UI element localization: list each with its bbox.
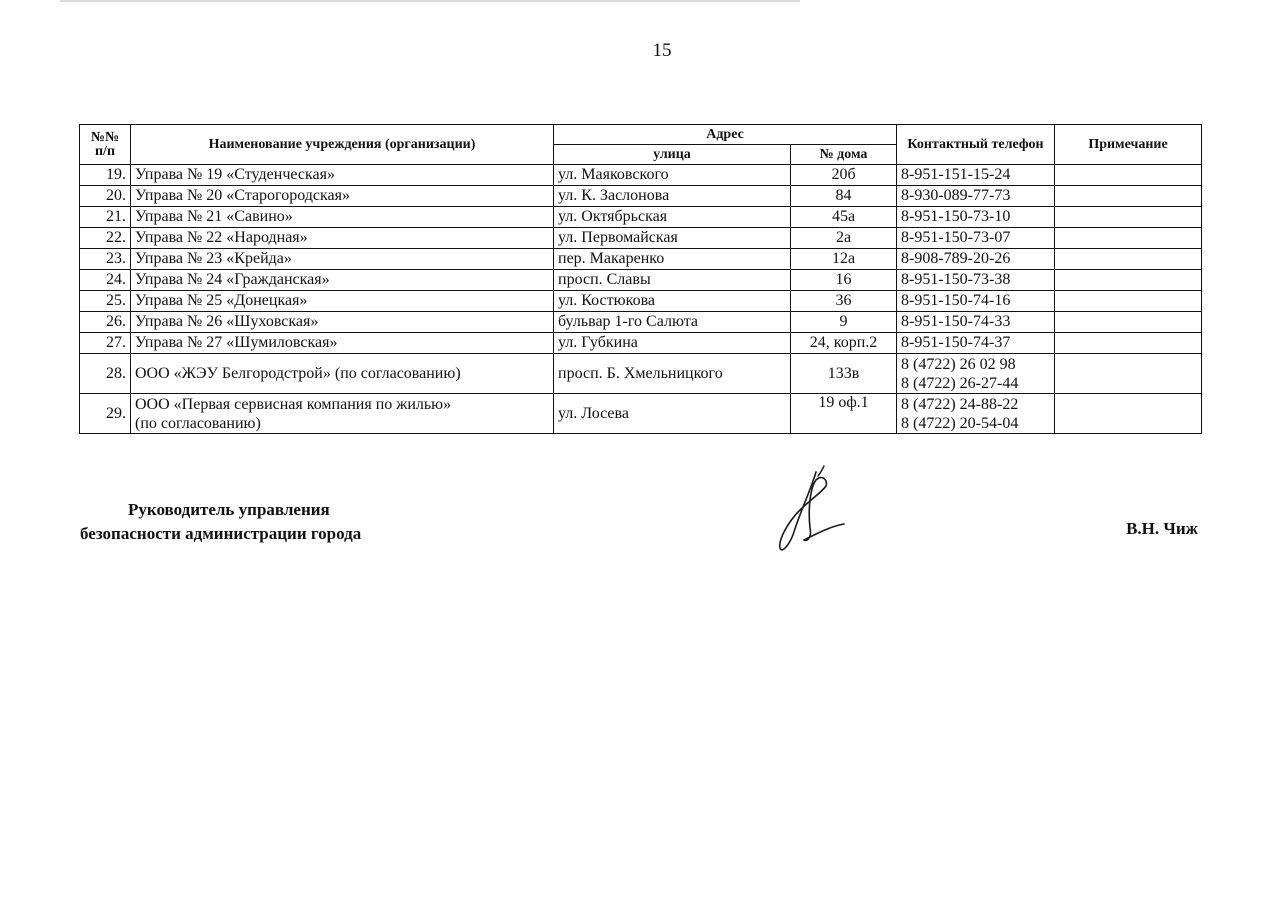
row-num: 25.	[80, 291, 131, 312]
row-note	[1055, 394, 1202, 434]
row-house: 19 оф.1	[791, 394, 897, 434]
row-org: Управа № 27 «Шумиловская»	[131, 333, 554, 354]
row-house: 2а	[791, 228, 897, 249]
row-street: ул. К. Заслонова	[554, 186, 791, 207]
row-num: 20.	[80, 186, 131, 207]
phone-line: 8 (4722) 24-88-22	[901, 395, 1019, 413]
header-num: №№ п/п	[80, 125, 131, 165]
org-line: ООО «Первая сервисная компания по жилью»	[135, 395, 452, 413]
row-house: 36	[791, 291, 897, 312]
row-phone: 8-930-089-77-73	[897, 186, 1055, 207]
row-street: ул. Маяковского	[554, 165, 791, 186]
table-row	[80, 165, 1202, 186]
row-house: 9	[791, 312, 897, 333]
signatory-name: В.Н. Чиж	[1126, 519, 1198, 538]
header-org: Наименование учреждения (организации)	[131, 125, 554, 165]
row-street: просп. Славы	[554, 270, 791, 291]
header-address: Адрес	[554, 125, 897, 145]
row-org: Управа № 20 «Старогородская»	[131, 186, 554, 207]
header-house: № дома	[791, 145, 897, 165]
row-house: 12а	[791, 249, 897, 270]
row-org: Управа № 25 «Донецкая»	[131, 291, 554, 312]
row-house: 133в	[791, 354, 897, 394]
row-num: 28.	[80, 354, 131, 394]
row-note	[1055, 165, 1202, 186]
table-header-row	[80, 125, 1202, 145]
org-line: (по согласованию)	[135, 414, 261, 432]
page-number: 15	[652, 40, 672, 61]
row-street: пер. Макаренко	[554, 249, 791, 270]
table-row	[80, 249, 1202, 270]
table-row	[80, 270, 1202, 291]
row-house: 16	[791, 270, 897, 291]
signatory-title	[80, 498, 440, 546]
row-house: 20б	[791, 165, 897, 186]
row-phone: 8-908-789-20-26	[897, 249, 1055, 270]
row-street: ул. Губкина	[554, 333, 791, 354]
row-note	[1055, 270, 1202, 291]
row-phone: 8-951-150-73-10	[897, 207, 1055, 228]
row-phone	[897, 394, 1055, 434]
row-phone	[897, 354, 1055, 394]
header-street: улица	[554, 145, 791, 165]
phone-line: 8 (4722) 26 02 98	[901, 355, 1016, 373]
row-num: 24.	[80, 270, 131, 291]
row-note	[1055, 249, 1202, 270]
row-org: ООО «ЖЭУ Белгородстрой» (по согласованию)	[131, 354, 554, 394]
row-phone: 8-951-150-74-33	[897, 312, 1055, 333]
row-note	[1055, 291, 1202, 312]
row-street: ул. Первомайская	[554, 228, 791, 249]
phone-line: 8 (4722) 26-27-44	[901, 374, 1019, 392]
row-org: Управа № 19 «Студенческая»	[131, 165, 554, 186]
row-num: 22.	[80, 228, 131, 249]
row-note	[1055, 333, 1202, 354]
row-org: Управа № 21 «Савино»	[131, 207, 554, 228]
row-phone: 8-951-150-74-16	[897, 291, 1055, 312]
header-note: Примечание	[1055, 125, 1202, 165]
row-num: 23.	[80, 249, 131, 270]
table-row	[80, 312, 1202, 333]
row-house: 45а	[791, 207, 897, 228]
phone-line: 8 (4722) 20-54-04	[901, 414, 1019, 432]
row-note	[1055, 186, 1202, 207]
row-note	[1055, 207, 1202, 228]
row-phone: 8-951-151-15-24	[897, 165, 1055, 186]
row-org: Управа № 26 «Шуховская»	[131, 312, 554, 333]
table-row	[80, 354, 1202, 394]
row-street: просп. Б. Хмельницкого	[554, 354, 791, 394]
header-phone: Контактный телефон	[897, 125, 1055, 165]
row-street: ул. Костюкова	[554, 291, 791, 312]
row-org: Управа № 24 «Гражданская»	[131, 270, 554, 291]
row-num: 27.	[80, 333, 131, 354]
row-street: ул. Октябрьская	[554, 207, 791, 228]
table-row	[80, 207, 1202, 228]
row-org: Управа № 23 «Крейда»	[131, 249, 554, 270]
table-row	[80, 291, 1202, 312]
row-house: 24, корп.2	[791, 333, 897, 354]
row-street: ул. Лосева	[554, 394, 791, 434]
row-num: 21.	[80, 207, 131, 228]
row-num: 29.	[80, 394, 131, 434]
signatory-title-line: Руководитель управления	[128, 500, 330, 519]
row-num: 26.	[80, 312, 131, 333]
handwritten-signature	[770, 462, 850, 557]
signatory-title-line: безопасности администрации города	[80, 524, 362, 543]
row-street: бульвар 1-го Салюта	[554, 312, 791, 333]
row-num: 19.	[80, 165, 131, 186]
top-edge-line	[60, 0, 800, 2]
table-row	[80, 186, 1202, 207]
table-row	[80, 333, 1202, 354]
row-phone: 8-951-150-73-38	[897, 270, 1055, 291]
row-note	[1055, 228, 1202, 249]
row-org: Управа № 22 «Народная»	[131, 228, 554, 249]
row-note	[1055, 354, 1202, 394]
row-phone: 8-951-150-74-37	[897, 333, 1055, 354]
row-org	[131, 394, 554, 434]
row-phone: 8-951-150-73-07	[897, 228, 1055, 249]
table-row	[80, 394, 1202, 434]
table-row	[80, 228, 1202, 249]
registry-table	[79, 124, 1202, 434]
row-house: 84	[791, 186, 897, 207]
row-note	[1055, 312, 1202, 333]
